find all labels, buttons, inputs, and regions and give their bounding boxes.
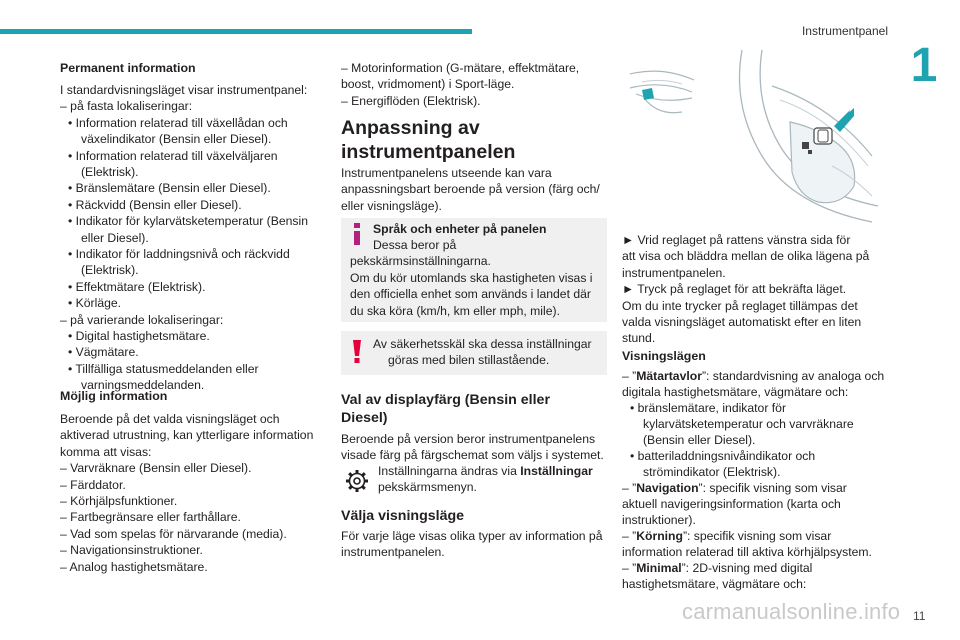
text-line: • Digital hastighetsmätare. (68, 329, 210, 343)
text-line: valda visningsläget automatiskt efter en liten (622, 315, 862, 329)
text-line: (Elektrisk). (81, 165, 139, 179)
mode-bullet: • bränslemätare, indikator för (630, 401, 787, 415)
mode-name-minimal: Minimal (636, 561, 682, 575)
header-title: Instrumentpanel (801, 24, 888, 38)
text-line: – Körhjälpsfunktioner. (60, 494, 178, 508)
heading-mojlig-information: Möjlig information (60, 389, 168, 403)
text-line: • Indikator för kylarvätsketemperatur (Bensin (68, 214, 308, 229)
settings-menu-name: Inställningar (520, 464, 593, 478)
mode-dash: – ” (622, 529, 637, 543)
mode-description: ”: 2D-visning med digital (681, 561, 813, 575)
text-line: stund. (622, 331, 656, 346)
heading-displayfarg-line2: Diesel) (341, 410, 388, 426)
steering-wheel-illustration (622, 46, 890, 226)
text-line: visade färg på färgschemat som väljs i systemet. (341, 448, 604, 463)
mode-description: ”: specifik visning som visar (682, 529, 832, 543)
mode-minimal-line2: hastighetsmätare, vägmätare och: (622, 577, 807, 591)
text-line: • Vägmätare. (68, 345, 139, 360)
text-line: boost, vridmoment) i Sport-läge. (341, 77, 515, 92)
text-line: – Navigationsinstruktioner. (60, 543, 203, 558)
warning-box (341, 331, 607, 375)
text-line: komma att visas: (60, 444, 152, 459)
settings-instruction-line2: pekskärmsmenyn. (378, 480, 477, 494)
text-line: • Indikator för laddningsnivå och räckvidd (68, 247, 290, 261)
text-line: Beroende på det valda visningsläget och (60, 412, 280, 426)
mode-bullet-cont: (Bensin eller Diesel). (643, 433, 756, 447)
mode-bullet-cont: strömindikator (Elektrisk). (643, 465, 781, 479)
settings-gear-icon (342, 466, 372, 496)
warning-line: Av säkerhetsskäl ska dessa inställningar (373, 337, 592, 351)
text-line: I standardvisningsläget visar instrumentpanel: (60, 83, 308, 97)
text-line: Beroende på version beror instrumentpanelens (341, 432, 596, 446)
page-number: 11 (913, 609, 926, 623)
text-line: instrumentpanelen. (622, 265, 726, 280)
text-line: • Bränslemätare (Bensin eller Diesel). (68, 181, 271, 196)
warning-icon (352, 340, 362, 364)
mode-dash: – ” (622, 481, 637, 495)
heading-valja-visningslage: Välja visningsläge (341, 508, 465, 524)
text-line: • Information relaterad till växelväljaren (68, 148, 278, 163)
mode-navigation-line3: instruktioner). (622, 513, 696, 527)
settings-instruction-text: Inställningarna ändras via (378, 464, 521, 478)
mode-navigation-line2: aktuell navigeringsinformation (karta och (622, 497, 841, 511)
text-line: anpassningsbart beroende på version (färg och/ (341, 182, 600, 197)
header-accent-bar (0, 29, 472, 34)
text-line: – på varierande lokaliseringar: (60, 312, 224, 327)
heading-visningslagen: Visningslägen (622, 349, 706, 363)
mode-navigation (622, 480, 847, 496)
text-line: eller Diesel). (81, 230, 149, 245)
mode-description: ”: standardvisning av analoga och (701, 369, 885, 383)
text-line: För varje läge visas olika typer av information på (341, 529, 603, 543)
text-line: att visa och bläddra mellan de olika lägena på (622, 249, 870, 264)
info-icon (350, 223, 364, 245)
text-line: ► Tryck på reglaget för att bekräfta läget. (622, 282, 847, 297)
section-title-line1: Anpassning av (341, 117, 480, 139)
mode-matartavlor-line2: digitala hastighetsmätare, vägmätare och: (622, 385, 849, 399)
mode-korning-line2: information relaterad till aktiva körhjälpsystem. (622, 545, 872, 559)
heading-permanent-information: Permanent information (60, 61, 196, 75)
info-line: du ska köra (km/h, km eller mph, mile). (350, 303, 560, 318)
text-line: växelindikator (Bensin eller Diesel). (81, 132, 272, 147)
text-line: aktiverad utrustning, kan ytterligare information (60, 428, 314, 443)
mode-bullet: • batteriladdningsnivåindikator och (630, 449, 816, 463)
mode-name-korning: Körning (636, 529, 683, 543)
mode-name-matartavlor: Mätartavlor (636, 369, 702, 383)
info-line: den officiella enhet som används i landet där (350, 287, 591, 302)
text-line: eller visningsläge). (341, 198, 442, 213)
chapter-number: 1 (910, 39, 938, 92)
section-title-line2: instrumentpanelen (341, 141, 516, 163)
text-line: – Energiflöden (Elektrisk). (341, 93, 481, 108)
text-line: – Motorinformation (G-mätare, effektmätare, (341, 61, 580, 75)
text-line: ► Vrid reglaget på rattens vänstra sida för (622, 233, 851, 247)
text-line: • Räckvidd (Bensin eller Diesel). (68, 197, 242, 212)
text-line: varningsmeddelanden. (81, 378, 205, 393)
watermark: carmanualsonline.info (682, 599, 901, 624)
mode-dash: – ” (622, 369, 637, 383)
heading-displayfarg-line1: Val av displayfärg (Bensin eller (341, 392, 550, 408)
settings-instruction (378, 463, 593, 479)
info-line: Om du kör utomlands ska hastigheten visas i (350, 270, 593, 285)
text-line: – Fartbegränsare eller farthållare. (60, 510, 241, 525)
text-line: – Analog hastighetsmätare. (60, 559, 208, 574)
warning-line: göras med bilen stillastående. (388, 353, 550, 368)
mode-korning (622, 528, 831, 544)
text-line: – Vad som spelas för närvarande (media). (60, 526, 287, 541)
mode-bullet-cont: kylarvätsketemperatur och varvräknare (643, 417, 854, 431)
mode-name-navigation: Navigation (636, 481, 699, 495)
mode-description: ”: specifik visning som visar (698, 481, 847, 495)
text-line: Om du inte trycker på reglaget tillämpas det (622, 298, 858, 313)
text-line: • Effektmätare (Elektrisk). (68, 279, 206, 294)
info-line: pekskärmsinställningarna. (350, 254, 491, 269)
text-line: (Elektrisk). (81, 263, 139, 278)
mode-matartavlor (622, 368, 884, 384)
text-line: – Färddator. (60, 477, 126, 492)
mode-dash: – ” (622, 561, 637, 575)
text-line: – Varvräknare (Bensin eller Diesel). (60, 461, 252, 476)
text-line: • Körläge. (68, 296, 122, 311)
info-box (341, 218, 607, 322)
info-box-title: Språk och enheter på panelen (373, 222, 547, 236)
mode-minimal (622, 560, 812, 576)
text-line: • Information relaterad till växellådan och (68, 115, 288, 130)
info-line: Dessa beror på (373, 238, 457, 252)
text-line: Instrumentpanelens utseende kan vara (341, 166, 552, 180)
text-line: instrumentpanelen. (341, 545, 445, 560)
text-line: • Tillfälliga statusmeddelanden eller (68, 361, 259, 376)
text-line: – på fasta lokaliseringar: (60, 99, 193, 114)
